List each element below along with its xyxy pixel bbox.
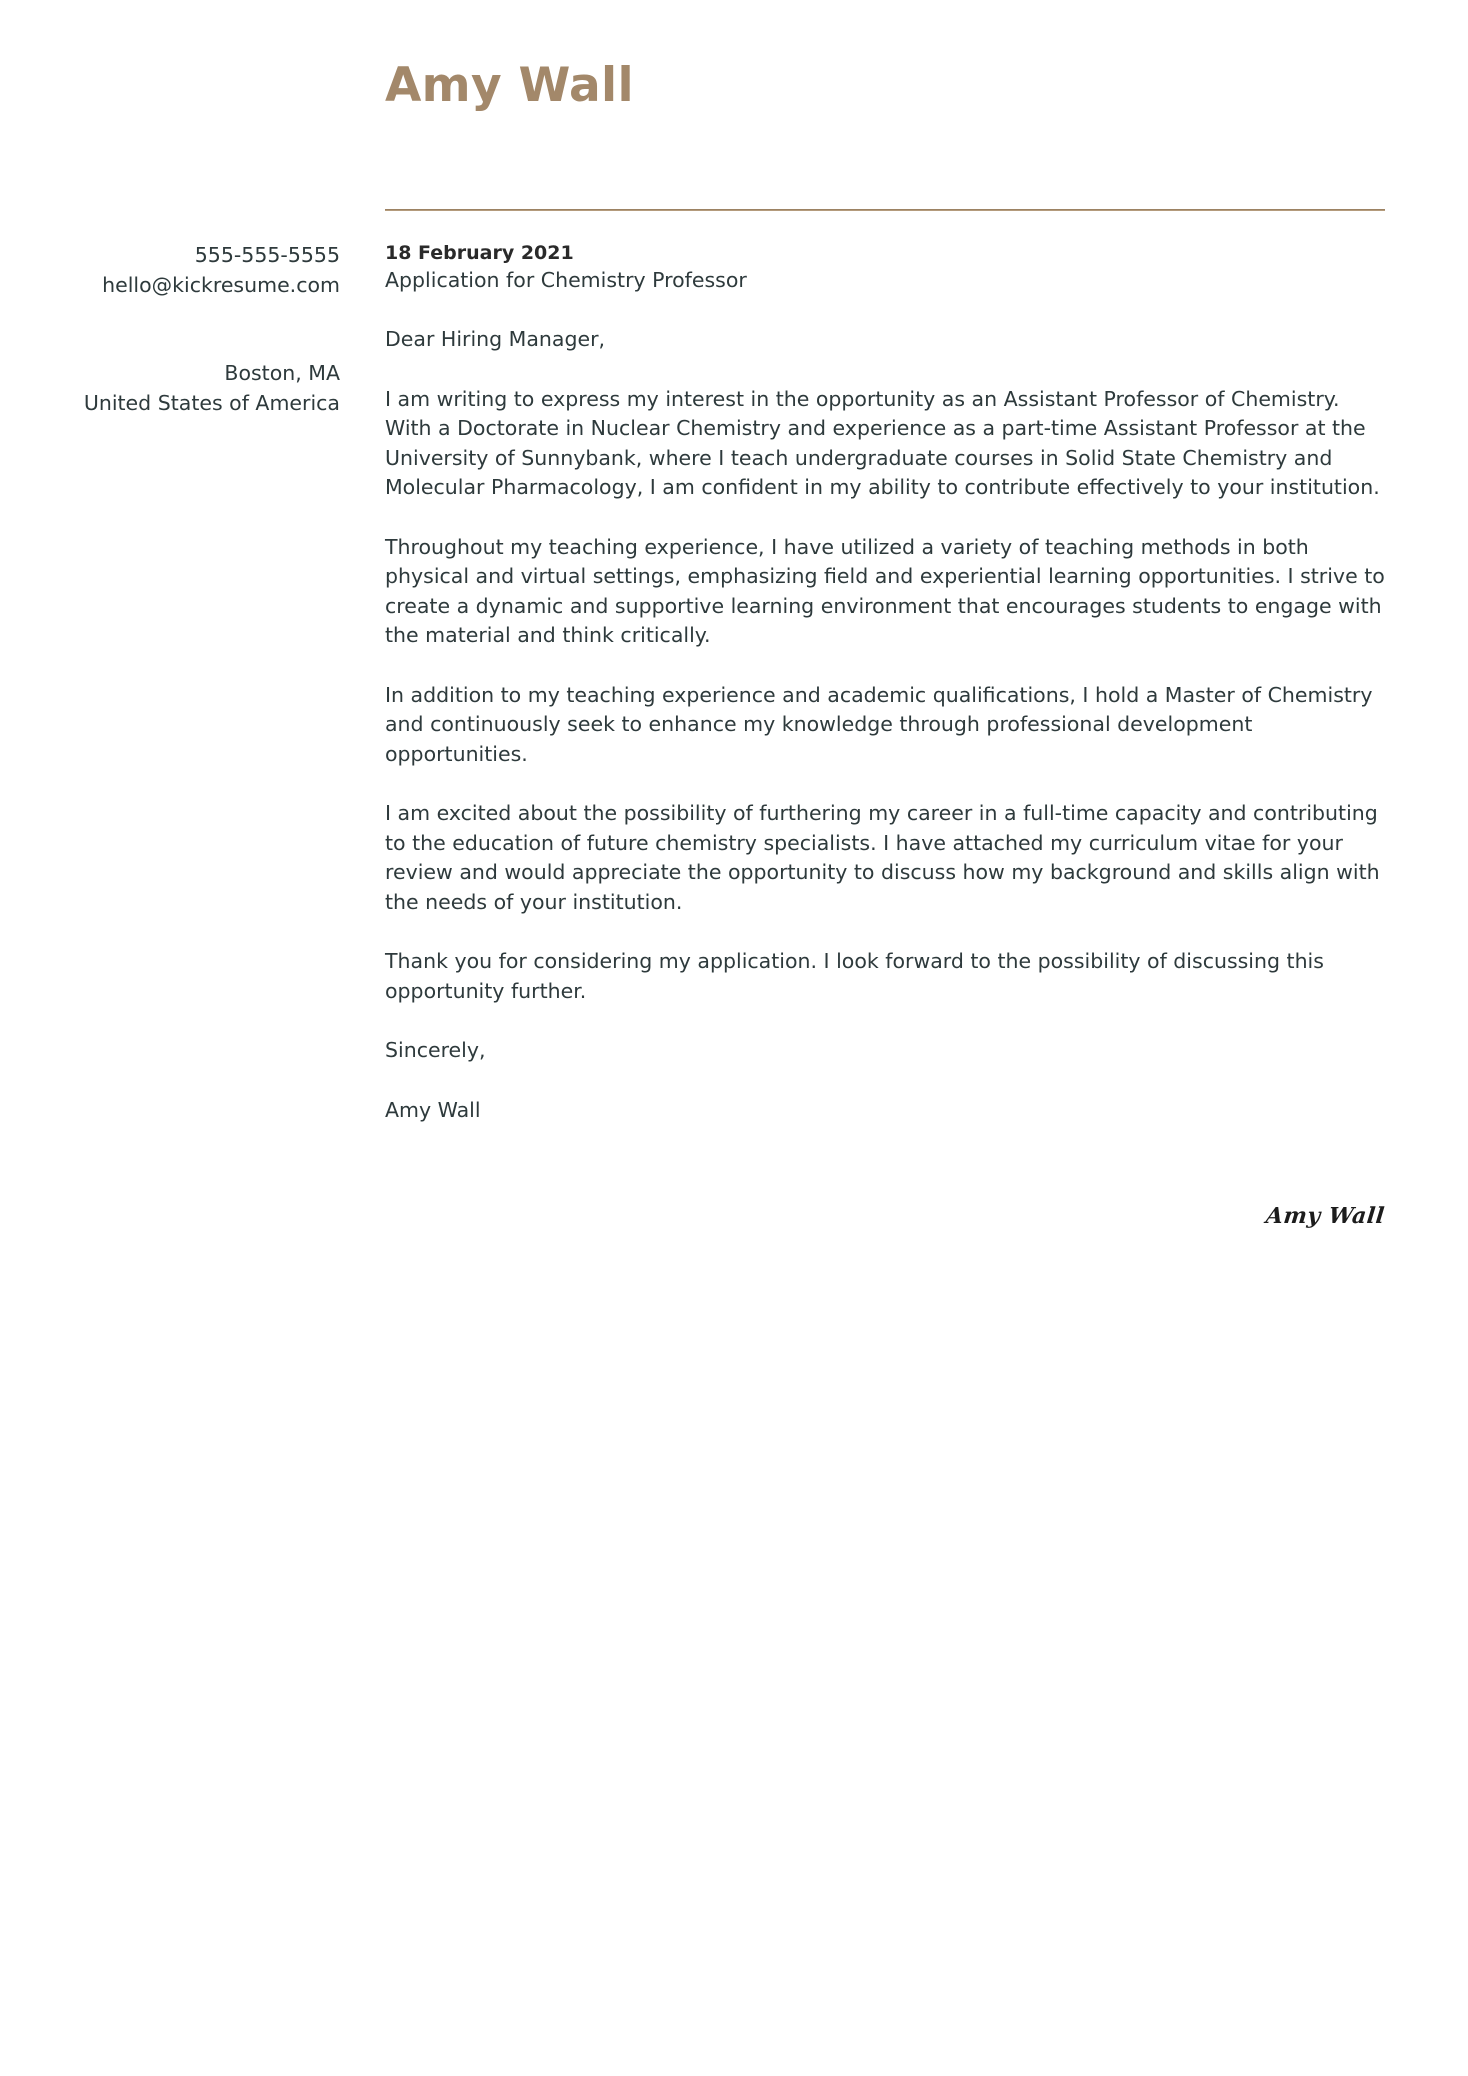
letter-content xyxy=(385,240,1385,1125)
letter-subject: Application for Chemistry Professor xyxy=(385,268,747,292)
address-group xyxy=(0,358,340,418)
letter-date: 18 February 2021 xyxy=(385,242,574,264)
address-country: United States of America xyxy=(83,391,340,415)
letter-paragraph: I am writing to express my interest in the opportunity as an Assistant Professor of Chemistry. With a Doctorate in Nuclear Chemistry and experience as a part-time Assistant Professor at the University of Sunnybank, where I teach undergraduate courses in Solid State Chemistry and Molecular Pharmacology, I am confident in my ability to contribute effectively to your institution. xyxy=(385,386,1380,499)
letter-paragraph: Throughout my teaching experience, I have utilized a variety of teaching methods in both physical and virtual settings, emphasizing field and experiential learning opportunities. I strive to create a dynamic and supportive learning environment that encourages students to engage with the material and think critically. xyxy=(385,534,1385,647)
address-city-state: Boston, MA xyxy=(224,361,340,385)
contact-sidebar xyxy=(0,240,340,418)
letter-closing: Sincerely, xyxy=(385,1038,486,1062)
letter-paragraph: Thank you for considering my application. I look forward to the possibility of discussing this opportunity further. xyxy=(385,949,1324,1003)
contact-details-group xyxy=(0,240,340,300)
header-divider xyxy=(385,209,1385,211)
contact-email: hello@kickresume.com xyxy=(102,273,340,297)
contact-phone: 555-555-5555 xyxy=(194,243,340,267)
page-title: Amy Wall xyxy=(385,58,634,113)
letter-signoff-name: Amy Wall xyxy=(385,1097,481,1122)
letter-salutation: Dear Hiring Manager, xyxy=(385,327,606,351)
handwritten-signature: Amy Wall xyxy=(1265,1203,1387,1229)
letter-paragraph: In addition to my teaching experience and academic qualifications, I hold a Master of Chemistry and continuously seek to enhance my knowledge through professional development opportunities. xyxy=(385,682,1373,766)
letter-paragraph: I am excited about the possibility of furthering my career in a full-time capacity and contributing to the education of future chemistry specialists. I have attached my curriculum vitae for your review and would appreciate the opportunity to discuss how my background and skills align with the needs of your institution. xyxy=(385,801,1380,914)
letter-header xyxy=(385,60,1385,112)
